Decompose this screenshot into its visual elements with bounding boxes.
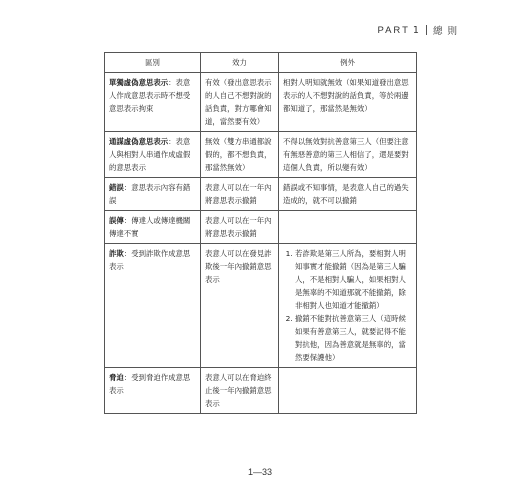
category-cell [105, 368, 201, 414]
category-cell [105, 211, 201, 244]
column-header-effect: 效力 [201, 53, 279, 73]
part-label: PART [377, 24, 410, 36]
exception-text: 不得以無效對抗善意第三人（但要注意有無惡善意的第三人相信了，還是要對這個人負責，所以變有效） [283, 137, 409, 172]
category-cell [105, 73, 201, 132]
category-description: ：傳達人或傳達機關傳達不實 [109, 216, 191, 238]
table-row [105, 132, 417, 178]
exception-cell [279, 73, 417, 132]
table-row [105, 368, 417, 414]
table-row [105, 244, 417, 368]
category-cell [105, 132, 201, 178]
exception-cell [279, 368, 417, 414]
category-term: 誤傳 [109, 216, 124, 225]
exception-item: 2. 撤銷不能對抗善意第三人（這時候如果有善意第三人，就要記得不能對抗他，因為善意就是無辜的，當然要保護他） [295, 312, 412, 364]
column-header-exception: 例外 [279, 53, 417, 73]
exception-text: 錯誤或不知事情，是表意人自己的過失造成的，就不可以撤銷 [283, 183, 409, 205]
chapter-title: 總 則 [432, 26, 458, 37]
exception-text: 相對人明知就無效（如果知道發出意思表示的人不想對說的話負責，等於兩邊都知道了，那當然是無效） [283, 78, 409, 113]
effect-cell: 表意人可以在脅迫終止後一年內撤銷意思表示 [201, 368, 279, 414]
page-header [377, 23, 458, 37]
category-term: 詐欺 [109, 249, 124, 258]
exception-cell [279, 178, 417, 211]
table-row [105, 178, 417, 211]
effect-cell: 表意人可以在發見詐欺後一年內撤銷意思表示 [201, 244, 279, 368]
exception-cell [279, 244, 417, 368]
comparison-table [104, 52, 417, 414]
part-number: 1 [412, 24, 420, 36]
category-cell [105, 244, 201, 368]
effect-cell: 表意人可以在一年內將意思表示撤銷 [201, 211, 279, 244]
effect-cell: 表意人可以在一年內將意思表示撤銷 [201, 178, 279, 211]
exception-item: 1. 若詐欺是第三人所為，要相對人明知事實才能撤銷（因為是第三人騙人，不是相對人騙人，如果相對人是無辜的不知道那就不能撤銷，除非相對人也知道才能撤銷） [295, 247, 412, 312]
effect-cell: 有效（發出意思表示的人自己不想對說的話負責，對方哪會知道，當然要有效） [201, 73, 279, 132]
page-number: 1—33 [247, 467, 273, 477]
category-term: 錯誤 [109, 183, 124, 192]
table-row [105, 211, 417, 244]
category-term: 單獨虛偽意思表示 [109, 78, 169, 87]
exception-cell [279, 211, 417, 244]
table-row [105, 73, 417, 132]
table-header-row [105, 53, 417, 73]
category-description: ：受到詐欺作成意思表示 [109, 249, 191, 271]
column-header-category: 區別 [105, 53, 201, 73]
effect-cell: 無效（雙方串通都說假的，都不想負責，那當然無效） [201, 132, 279, 178]
category-description: ：表意人與相對人串通作成虛假的意思表示 [109, 137, 191, 172]
exception-list [283, 247, 412, 364]
header-divider [426, 25, 427, 35]
category-description: ：意思表示內容有錯誤 [109, 183, 191, 205]
category-cell [105, 178, 201, 211]
category-term: 通謀虛偽意思表示 [109, 137, 169, 146]
category-term: 脅迫 [109, 373, 124, 382]
category-description: ：表意人作成意思表示時不想受意思表示拘束 [109, 78, 191, 113]
exception-cell [279, 132, 417, 178]
category-description: ：受到脅迫作成意思表示 [109, 373, 191, 395]
